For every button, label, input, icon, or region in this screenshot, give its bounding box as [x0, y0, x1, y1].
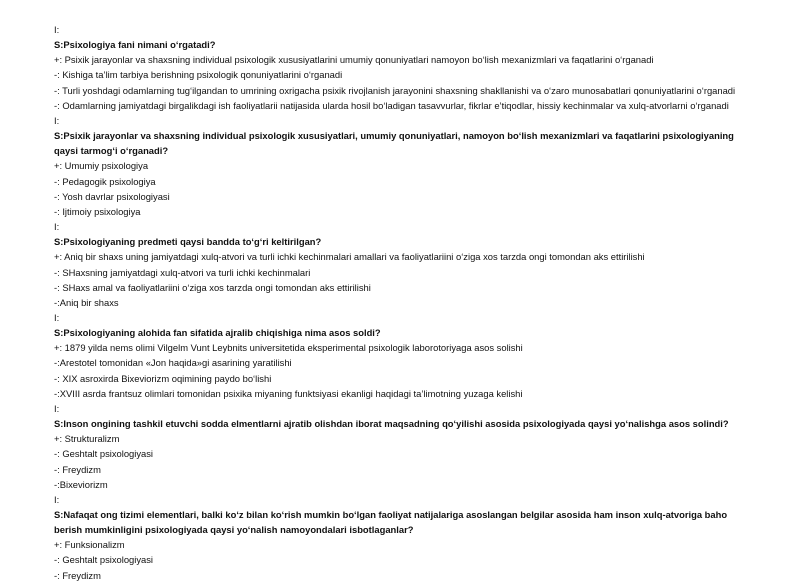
answer-option: -: XIX asroxirda Bixeviorizm oqimining paydo bo‘lishi — [54, 372, 272, 384]
answer-option: +: Umumiy psixologiya — [54, 160, 149, 172]
question-text: S:Psixologiya fani nimani o‘rgatadi? — [54, 39, 216, 51]
answer-option: -: SHaxsning jamiyatdagi xulq-atvori va turli ichki kechinmalari — [54, 266, 311, 278]
question-block — [54, 492, 754, 583]
question-block — [54, 219, 754, 310]
answer-option: -: Pedagogik psixologiya — [54, 175, 156, 187]
answer-option: -: Turli yoshdagi odamlarning tug‘ilgandan to umrining oxrigacha psixik rivojlanish jarayonini shaxsning shakllanishi va o‘zaro munosabatlari qonuniyatlarini o‘rganadi — [54, 84, 736, 96]
question-block — [54, 310, 754, 401]
block-marker: I: — [54, 24, 60, 35]
document-page — [54, 22, 754, 583]
answer-option: -: Odamlarning jamiyatdagi birgalikdagi ish faoliyatlarii natijasida ularda hosil bo‘ladigan tasavvurlar, fikrlar e’tiqodlar, hissiy kechinmalar va xulq-atvorlarni o‘rganadi — [54, 99, 729, 111]
block-marker: I: — [54, 221, 60, 233]
answer-option: -: SHaxs amal va faoliyatlariini o‘ziga xos tarzda ongi tomondan aks ettirilishi — [54, 281, 371, 293]
question-block — [54, 401, 754, 492]
question-block — [54, 113, 754, 219]
block-marker: I: — [54, 114, 60, 126]
answer-option: +: Funksionalizm — [54, 539, 125, 551]
question-text: S:Nafaqat ong tizimi elementlari, balki ko‘z bilan ko‘rish mumkin bo‘lgan faoliyat natijalariga asoslangan belgilar asosida ham inson xulq-atvoriga baho berish mumkinligini psixologiyada qaysi yo‘nalish namoyondalari isbotlaganlar? — [54, 509, 728, 536]
answer-option: -: Geshtalt psixologiyasi — [54, 554, 154, 566]
answer-option: -: Freydizm — [54, 463, 101, 475]
answer-option: -:Arestotel tomonidan «Jon haqida»gi asarining yaratilishi — [54, 357, 292, 369]
answer-option: -: Yosh davrlar psixologiyasi — [54, 190, 170, 202]
answer-option: +: Psixik jarayonlar va shaxsning individual psixologik xususiyatlarini umumiy qonuniyatlari namoyon bo‘lish mexanizmlari va faqatlarini o‘rganadi — [54, 54, 654, 66]
question-text: S:Inson ongining tashkil etuvchi sodda elmentlarni ajratib olishdan iborat maqsadning qo‘yilishi asosida psixologiyada qaysi yo‘nalishga asos solindi? — [54, 418, 729, 430]
question-text: S:Psixologiyaning predmeti qaysi bandda to‘g‘ri keltirilgan? — [54, 236, 322, 248]
answer-option: -: Kishiga ta’lim tarbiya berishning psixologik qonuniyatlarini o‘rganadi — [54, 69, 343, 81]
question-block — [54, 22, 754, 113]
block-marker: I: — [54, 493, 60, 505]
answer-option: -:XVIII asrda frantsuz olimlari tomonidan psixika miyaning funktsiyasi ekanligi haqidagi ta’limotning yuzaga kelishi — [54, 387, 523, 399]
answer-option: -: Geshtalt psixologiyasi — [54, 448, 154, 460]
answer-option: -:Aniq bir shaxs — [54, 296, 119, 308]
question-text: S:Psixologiyaning alohida fan sifatida ajralib chiqishiga nima asos soldi? — [54, 327, 381, 339]
question-text: S:Psixik jarayonlar va shaxsning individual psixologik xususiyatlari, umumiy qonuniyatlari, namoyon bo‘lish mexanizmlari va faqatlarini psixologiyaning qaysi tarmog‘i o‘rganadi? — [54, 130, 734, 157]
answer-option: -: Ijtimoiy psixologiya — [54, 205, 141, 217]
answer-option: +: Aniq bir shaxs uning jamiyatdagi xulq-atvori va turli ichki kechinmalari amallari va faoliyatlariini o‘ziga xos tarzda ongi tomondan aks ettirilishi — [54, 251, 645, 263]
answer-option: -: Freydizm — [54, 569, 101, 581]
answer-option: +: Strukturalizm — [54, 433, 120, 445]
block-marker: I: — [54, 402, 60, 414]
block-marker: I: — [54, 311, 60, 323]
answer-option: +: 1879 yilda nems olimi Vilgelm Vunt Leybnits universitetida eksperimental psixologik laborotoriyaga asos solishi — [54, 342, 523, 354]
answer-option: -:Bixeviorizm — [54, 478, 108, 490]
